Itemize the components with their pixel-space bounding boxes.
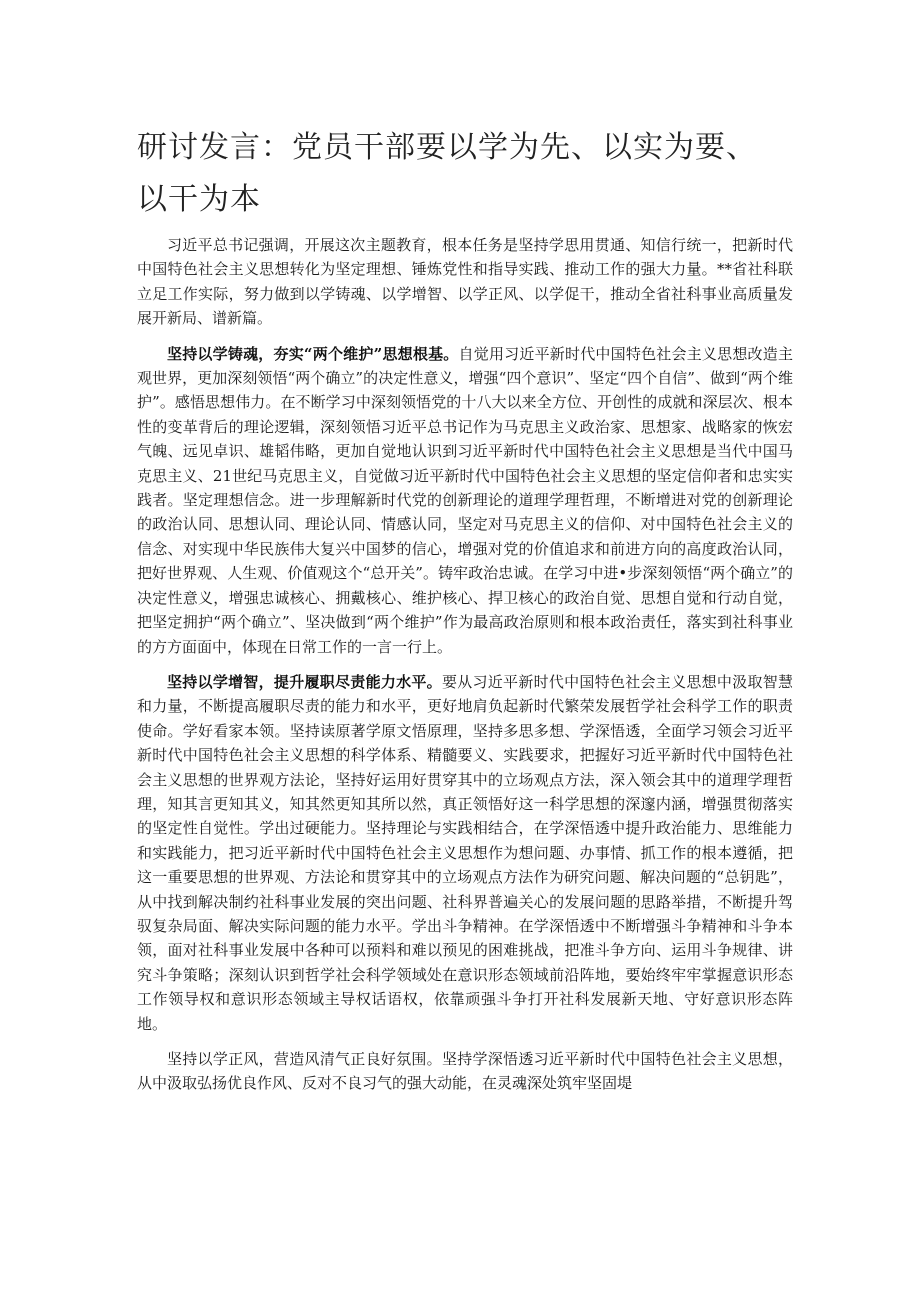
paragraph-lead: 坚持以学增智，提升履职尽责能力水平。 <box>167 672 442 691</box>
paragraph-intro <box>137 233 793 331</box>
paragraph-soul-casting <box>137 342 793 659</box>
paragraph-text: 要从习近平新时代中国特色社会主义思想中汲取智慧和力量，不断提高履职尽责的能力和水平，更好地肩负起新时代繁荣发展哲学社会科学工作的职责使命。学好看家本领。坚持读原著学原文悟原理，坚持多思多想、学深悟透，全面学习领会习近平新时代中国特色社会主义思想的科学体系、精髓要义、实践要求，把握好习近平新时代中国特色社会主义思想的世界观方法论，坚持好运用好贯穿其中的立场观点方法，深入领会其中的道理学理哲理，知其言更知其义，知其然更知其所以然，真正领悟好这一科学思想的深邃内涵，增强贯彻落实的坚定性自觉性。学出过硬能力。坚持理论与实践相结合，在学深悟透中提升政治能力、思维能力和实践能力，把习近平新时代中国特色社会主义思想作为想问题、办事情、抓工作的根本遵循，把这一重要思想的世界观、方法论和贯穿其中的立场观点方法作为研究问题、解决问题的“总钥匙”，从中找到解决制约社科事业发展的突出问题、社科界普遍关心的发展问题的思路举措，不断提升驾驭复杂局面、解决实际问题的能力水平。学出斗争精神。在学深悟透中不断增强斗争精神和斗争本领，面对社科事业发展中各种可以预料和难以预见的困难挑战，把准斗争方向、运用斗争规律、讲究斗争策略；深刻认识到哲学社会科学领域处在意识形态领域前沿阵地，要始终牢牢掌握意识形态工作领导权和意识形态领域主导权话语权，依靠顽强斗争打开社科发展新天地、守好意识形态阵地。 <box>137 672 793 1033</box>
paragraph-text: 习近平总书记强调，开展这次主题教育，根本任务是坚持学思用贯通、知信行统一，把新时代中国特色社会主义思想转化为坚定理想、锤炼党性和指导实践、推动工作的强大力量。**省社科联立足工作实际，努力做到以学铸魂、以学增智、以学正风、以学促干，推动全省社科事业高质量发展开新局、谱新篇。 <box>137 236 793 328</box>
paragraph-wisdom <box>137 670 793 1036</box>
paragraph-style <box>137 1047 793 1096</box>
paragraph-lead: 坚持以学铸魂，夯实“两个维护”思想根基。 <box>167 344 459 363</box>
paragraph-text: 自觉用习近平新时代中国特色社会主义思想改造主观世界，更加深刻领悟“两个确立”的决定性意义，增强“四个意识”、坚定“四个自信”、做到“两个维护”。感悟思想伟力。在不断学习中深刻领悟党的十八大以来全方位、开创性的成就和深层次、根本性的变革背后的理论逻辑，深刻领悟习近平总书记作为马克思主义政治家、思想家、战略家的恢宏气魄、远见卓识、雄韬伟略，更加自觉地认识到习近平新时代中国特色社会主义思想是当代中国马克思主义、21世纪马克思主义，自觉做习近平新时代中国特色社会主义思想的坚定信仰者和忠实实践者。坚定理想信念。进一步理解新时代党的创新理论的道理学理哲理，不断增进对党的创新理论的政治认同、思想认同、理论认同、情感认同，坚定对马克思主义的信仰、对中国特色社会主义的信念、对实现中华民族伟大复兴中国梦的信心，增强对党的价值追求和前进方向的高度政治认同，把好世界观、人生观、价值观这个“总开关”。铸牢政治忠诚。在学习中进•步深刻领悟“两个确立”的决定性意义，增强忠诚核心、拥戴核心、维护核心、捍卫核心的政治自觉、思想自觉和行动自觉，把坚定拥护“两个确立”、坚决做到“两个维护”作为最高政治原则和根本政治责任，落实到社科事业的方方面面中，体现在日常工作的一言一行上。 <box>137 344 793 656</box>
document-body <box>137 233 793 1107</box>
page-title: 研讨发言：党员干部要以学为先、以实为要、以干为本 <box>137 130 757 217</box>
paragraph-text: 坚持以学正风，营造风清气正良好氛围。坚持学深悟透习近平新时代中国特色社会主义思想，从中汲取弘扬优良作风、反对不良习气的强大动能，在灵魂深处筑牢坚固堤 <box>137 1050 793 1093</box>
